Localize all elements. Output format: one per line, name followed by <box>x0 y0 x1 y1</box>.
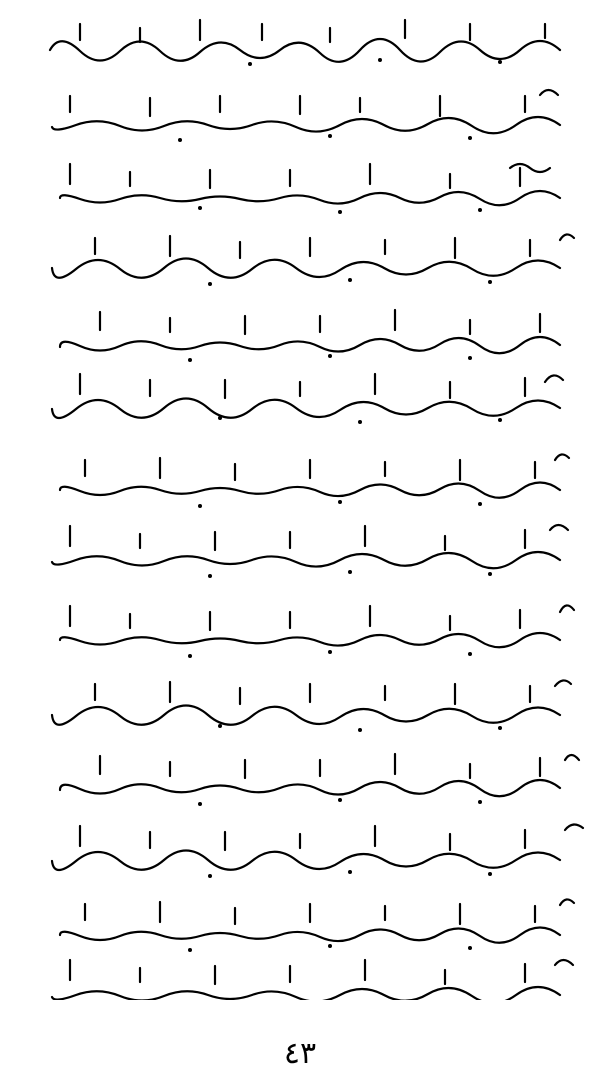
page-number: ٤٣ <box>283 1036 317 1071</box>
script-line-6 <box>52 374 563 418</box>
script-line-11 <box>60 754 579 796</box>
script-line-10 <box>52 680 571 724</box>
script-line-2 <box>52 90 560 133</box>
script-line-13 <box>60 899 574 942</box>
script-line-12 <box>52 824 583 870</box>
script-line-4 <box>52 234 574 277</box>
script-line-8 <box>52 525 568 568</box>
script-line-14 <box>52 960 573 1000</box>
script-line-5 <box>60 310 560 353</box>
script-line-3 <box>60 164 560 205</box>
script-line-7 <box>60 454 569 497</box>
script-line-1 <box>50 20 560 62</box>
script-line-9 <box>60 605 574 647</box>
